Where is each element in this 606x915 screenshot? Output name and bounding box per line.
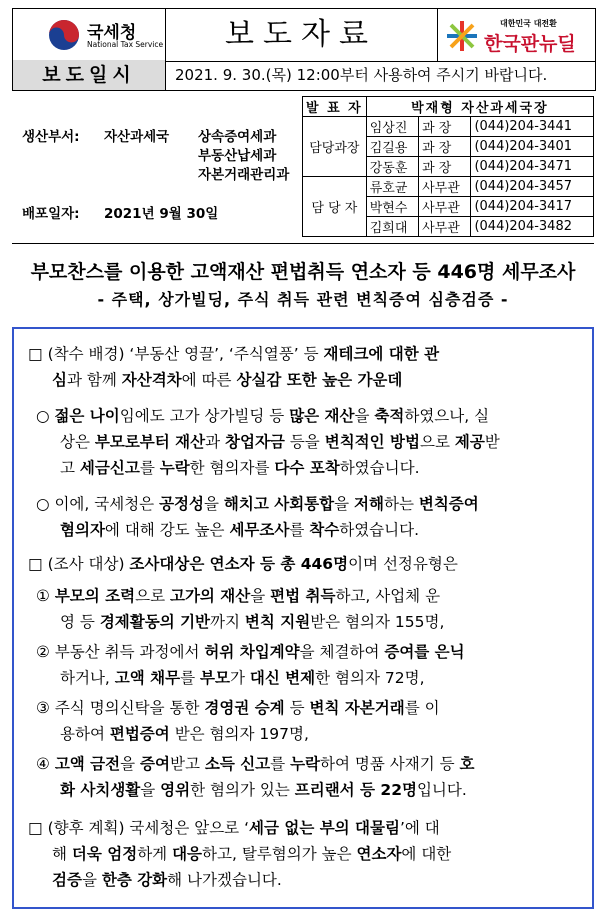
contact-name: 박현수 <box>366 197 418 217</box>
body-line: 고 세금신고를 누락한 혐의자를 다수 포착하였습니다. <box>60 459 420 477</box>
divider <box>12 243 594 244</box>
body-line: 혐의자에 대해 강도 높은 세무조사를 착수하였습니다. <box>60 521 420 539</box>
body-line: □ (착수 배경) ‘부동산 영끌’, ‘주식열풍’ 등 재테크에 대한 관 <box>28 345 440 363</box>
contact-table <box>302 96 594 237</box>
brand-name: 한국판뉴딜 <box>484 33 576 55</box>
body-line: 상은 부모로부터 재산과 창업자금 등을 변칙적인 방법으로 제공받 <box>60 433 500 451</box>
body-line: ④ 고액 금전을 증여받고 소득 신고를 누락하여 명품 사재기 등 호 <box>36 755 475 773</box>
contact-name: 류호균 <box>366 177 418 197</box>
contact-phone: (044)204-3401 <box>471 137 594 157</box>
dist-label: 배포일자: <box>22 206 80 222</box>
contact-title: 과 장 <box>419 157 471 177</box>
table-row <box>303 177 594 197</box>
contact-title: 과 장 <box>419 117 471 137</box>
body-line: 해 더욱 엄정하게 대응하고, 탈루혐의가 높은 연소자에 대한 <box>52 845 452 863</box>
headline: 부모찬스를 이용한 고액재산 편법취득 연소자 등 446명 세무조사 <box>30 261 576 283</box>
dept-label: 생산부서: <box>22 129 80 145</box>
presenter-value: 박재형 자산과세국장 <box>366 97 593 117</box>
dept-main: 자산과세국 <box>104 129 170 145</box>
subheadline: - 주택, 상가빌딩, 주식 취득 관련 변칙증여 심층검증 - <box>97 290 509 309</box>
nts-logo <box>13 9 166 61</box>
contact-name: 김희대 <box>366 217 418 237</box>
contact-phone: (044)204-3417 <box>471 197 594 217</box>
contact-name: 임상진 <box>366 117 418 137</box>
contact-name: 김길용 <box>366 137 418 157</box>
contact-phone: (044)204-3471 <box>471 157 594 177</box>
table-row <box>303 97 594 117</box>
dept-sub-1: 상속증여세과 <box>198 129 277 145</box>
release-row <box>12 60 596 91</box>
contact-title: 사무관 <box>419 177 471 197</box>
body-line: ○ 이에, 국세청은 공정성을 해치고 사회통합을 저해하는 변칙증여 <box>36 495 479 513</box>
agency-name: 국세청 <box>87 23 137 43</box>
contact-title: 사무관 <box>419 217 471 237</box>
contact-phone: (044)204-3441 <box>471 117 594 137</box>
manager-label: 담당과장 <box>303 117 367 177</box>
contact-phone: (044)204-3457 <box>471 177 594 197</box>
body-line: 심과 함께 자산격차에 따른 상실감 또한 높은 가운데 <box>52 371 403 389</box>
taeguk-emblem-icon <box>47 18 81 52</box>
release-label: 보도일시 <box>13 60 166 90</box>
body-line: □ (조사 대상) 조사대상은 연소자 등 총 446명이며 선정유형은 <box>28 555 458 573</box>
body-line: 화 사치생활을 영위한 혐의가 있는 프리랜서 등 22명입니다. <box>60 781 467 799</box>
new-deal-logo <box>437 9 596 61</box>
press-header <box>12 8 596 62</box>
dept-sub-3: 자본거래관리과 <box>198 167 290 183</box>
release-text: 2021. 9. 30.(목) 12:00부터 사용하여 주시기 바랍니다. <box>175 66 548 84</box>
body-line: ① 부모의 조력으로 고가의 재산을 편법 취득하고, 사업체 운 <box>36 587 441 605</box>
body-line: 검증을 한층 강화해 나가겠습니다. <box>52 871 282 889</box>
contact-phone: (044)204-3482 <box>471 217 594 237</box>
page-title: 보도자료 <box>225 17 377 52</box>
summary-box <box>12 327 594 909</box>
body-line: 영 등 경제활동의 기반까지 변칙 지원받은 혐의자 155명, <box>60 613 445 631</box>
contact-name: 강동훈 <box>366 157 418 177</box>
table-row <box>303 117 594 137</box>
brand-tagline: 대한민국 대전환 <box>500 19 557 28</box>
dist-date: 2021년 9월 30일 <box>104 206 219 222</box>
body-line: ② 부동산 취득 과정에서 허위 차입계약을 체결하여 증여를 은닉 <box>36 643 465 661</box>
staff-label: 담 당 자 <box>303 177 367 237</box>
body-line: 하거나, 고액 채무를 부모가 대신 변제한 혐의자 72명, <box>60 669 425 687</box>
contact-title: 사무관 <box>419 197 471 217</box>
agency-name-en: National Tax Service <box>87 40 164 49</box>
contact-title: 과 장 <box>419 137 471 157</box>
body-line: □ (향후 계획) 국세청은 앞으로 ‘세금 없는 부의 대물림’에 대 <box>28 819 440 837</box>
body-line: ③ 주식 명의신탁을 통한 경영권 승계 등 변칙 자본거래를 이 <box>36 699 440 717</box>
presenter-label: 발 표 자 <box>303 97 367 117</box>
body-line: ○ 젊은 나이임에도 고가 상가빌딩 등 많은 재산을 축적하였으나, 실 <box>36 407 490 425</box>
new-deal-star-icon <box>444 19 480 53</box>
body-line: 용하여 편법증여 받은 혐의자 197명, <box>60 725 309 743</box>
dept-sub-2: 부동산납세과 <box>198 148 277 164</box>
